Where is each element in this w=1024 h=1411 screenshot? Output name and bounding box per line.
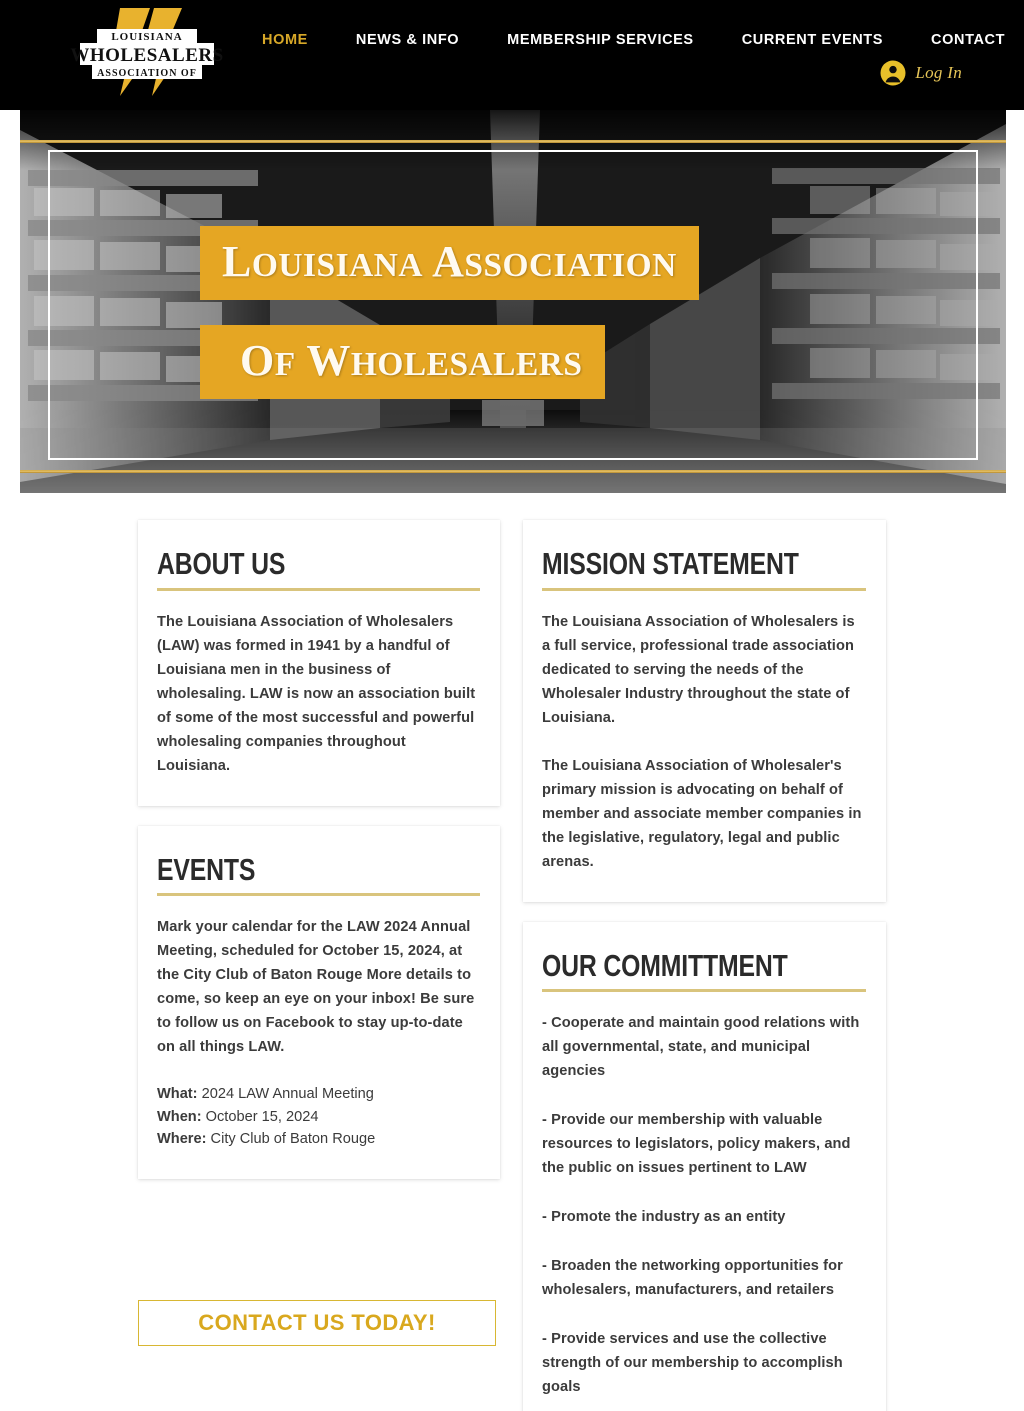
main-content [0,493,1024,1411]
nav-item-contact[interactable]: CONTACT [931,32,1006,48]
our-committment-title-rule [542,989,866,992]
events-detail-where-value: City Club of Baton Rouge [210,1131,376,1148]
user-avatar-icon [880,60,906,86]
login-label: Log In [915,63,962,82]
hero-gold-rule-top [20,140,1006,143]
left-column [138,520,500,1346]
events-title: EVENTS [157,851,256,887]
mission-paragraph-1: The Louisiana Association of Wholesalers is a full service, professional trade association dedicated to serving the needs of the Wholesaler Industry throughout the state of Louisiana. [542,613,855,726]
hero-title-line-2: OF WHOLESALERS [200,325,605,399]
commitment-bullet-2: - Provide our membership with valuable resources to legislators, policy makers, and the public on issues pertinent to LAW [542,1112,851,1177]
events-details [157,1083,480,1151]
events-detail-when [157,1106,480,1129]
svg-text:WHOLESALERS: WHOLESALERS [70,45,224,66]
login-button[interactable] [880,60,962,86]
hero-banner [20,110,1006,493]
about-us-paragraph: The Louisiana Association of Wholesalers (LAW) was formed in 1941 by a handful of Louisiana men in the business of wholesaling. LAW is now an association built of some of the most successful and powerful wholesaling companies throughout Louisiana. [157,613,476,774]
logo-graphic [62,0,232,101]
events-detail-where-label: Where: [157,1131,207,1148]
hero-title-group [20,226,1006,399]
about-us-title: ABOUT US [157,546,286,581]
card-events [138,826,500,1179]
nav-item-membership-services[interactable]: MEMBERSHIP SERVICES [507,32,694,48]
contact-us-today-button[interactable]: CONTACT US TODAY! [138,1300,496,1346]
mission-statement-title: MISSION STATEMENT [542,546,799,581]
commitment-bullet-4: - Broaden the networking opportunities for wholesalers, manufacturers, and retailers [542,1258,843,1299]
card-mission-statement [523,520,886,902]
events-detail-what [157,1083,480,1106]
right-column [523,520,886,1411]
about-us-title-rule [157,588,480,591]
svg-text:ASSOCIATION OF: ASSOCIATION OF [97,68,197,79]
nav-item-current-events[interactable]: CURRENT EVENTS [741,32,884,48]
mission-paragraph-2: The Louisiana Association of Wholesaler's primary mission is advocating on behalf of member and associate member companies in the legislative, regulatory, legal and public arenas. [542,757,862,870]
nav-item-news-info[interactable]: NEWS & INFO [355,32,460,48]
svg-text:LOUISIANA: LOUISIANA [111,31,183,43]
cta-wrapper [138,1300,500,1346]
site-header [0,0,1024,110]
site-logo[interactable] [62,0,232,101]
commitment-bullet-1: - Cooperate and maintain good relations with all governmental, state, and municipal agencies [542,1015,860,1080]
primary-navigation [262,32,1005,48]
our-committment-title: OUR COMMITTMENT [542,947,788,983]
events-detail-when-value: October 15, 2024 [205,1108,319,1125]
commitment-bullet-5: - Provide services and use the collective strength of our membership to accomplish goals [542,1331,843,1396]
events-detail-what-value: 2024 LAW Annual Meeting [201,1086,374,1103]
events-detail-where [157,1128,480,1151]
hero-gold-rule-bottom [20,470,1006,473]
commitment-bullet-3: - Promote the industry as an entity [542,1209,786,1226]
events-title-rule [157,893,480,896]
nav-item-home[interactable]: HOME [262,32,308,48]
card-our-committment [523,922,886,1411]
mission-statement-title-rule [542,588,866,591]
hero-title-line-1: LOUISIANA ASSOCIATION [200,226,699,300]
events-detail-when-label: When: [157,1108,202,1125]
content-grid [138,520,886,1411]
events-detail-what-label: What: [157,1086,198,1103]
events-paragraph: Mark your calendar for the LAW 2024 Annual Meeting, scheduled for October 15, 2024, at the City Club of Baton Rouge More details to come, so keep an eye on your inbox! Be sure to follow us on Facebook to stay up-to-date on all things LAW. [157,919,475,1056]
card-about-us [138,520,500,806]
